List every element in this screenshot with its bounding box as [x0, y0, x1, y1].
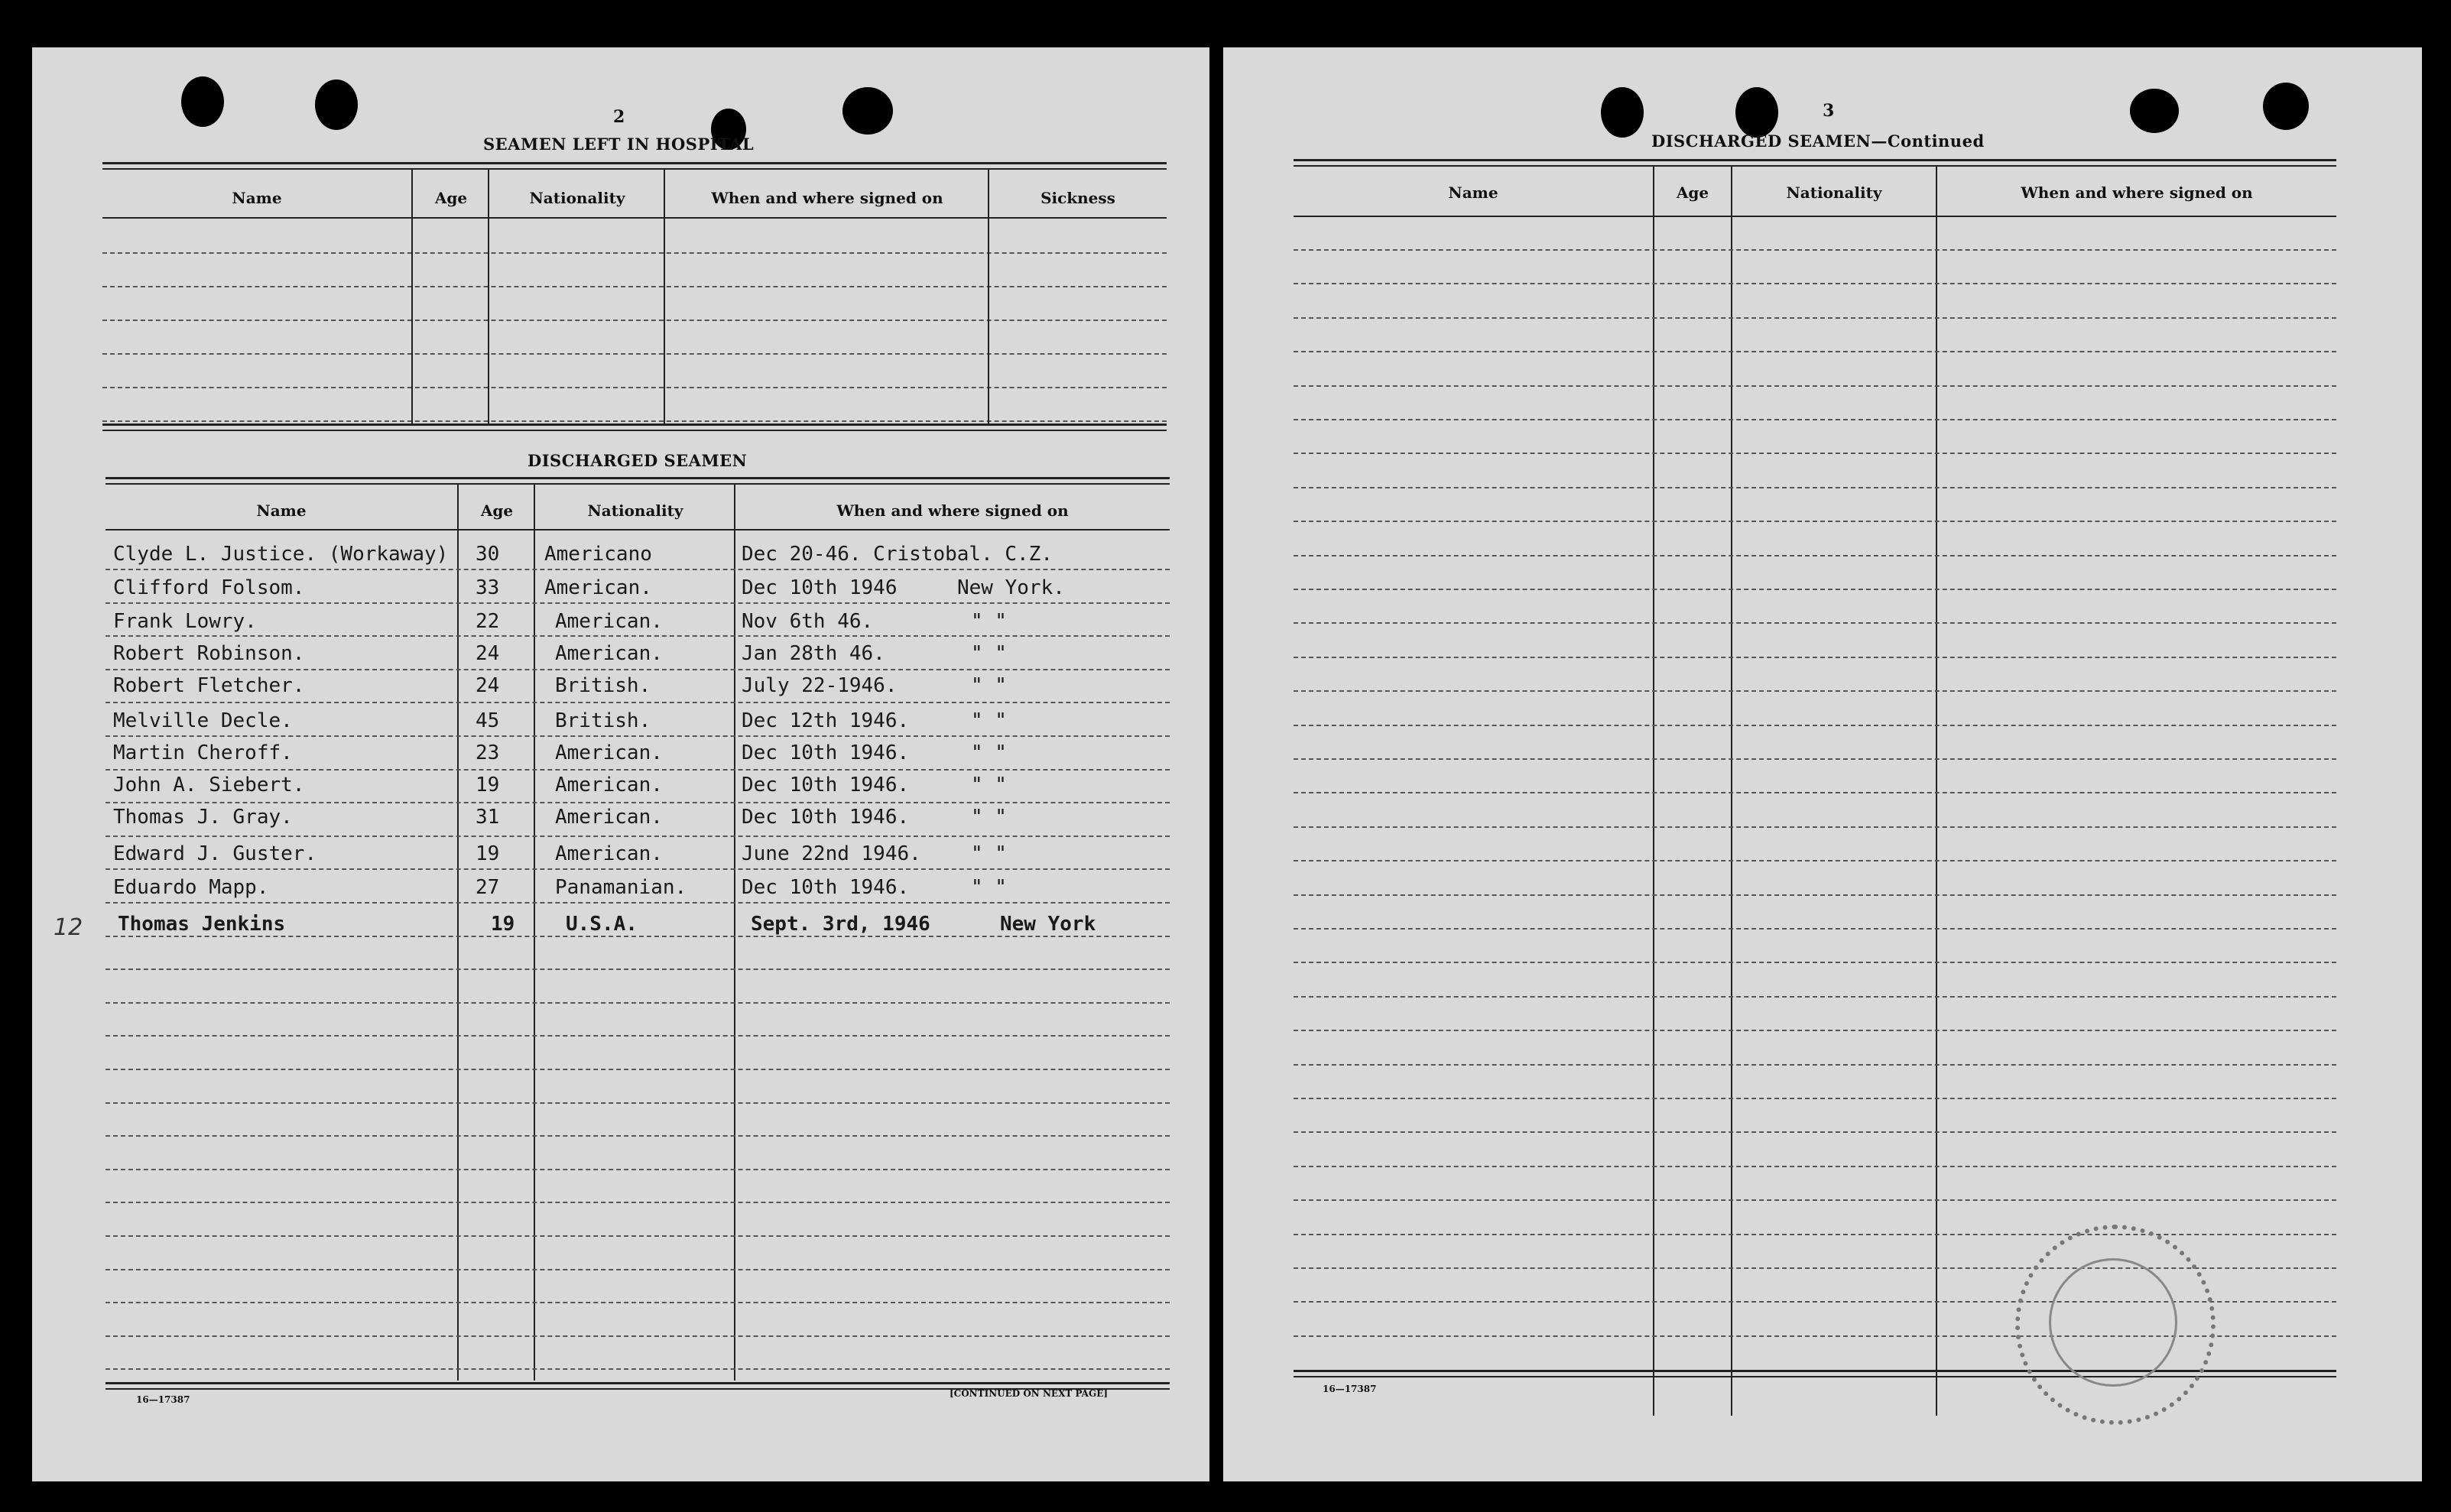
- seaman-age: 22: [476, 610, 500, 633]
- seaman-place: " ": [971, 709, 1007, 732]
- seaman-nationality: American.: [555, 842, 663, 865]
- form-number: 16—17387: [136, 1394, 190, 1405]
- ruled-line: [1294, 1064, 2336, 1066]
- seaman-place: " ": [971, 774, 1007, 797]
- hospital-col-name: Name: [232, 189, 282, 207]
- ruled-line: [1294, 657, 2336, 658]
- seaman-signed-on: Dec 12th 1946.: [742, 709, 910, 732]
- continued-note: [CONTINUED ON NEXT PAGE]: [950, 1388, 1109, 1399]
- ruled-line: [106, 1269, 1170, 1270]
- form-number: 16—17387: [1323, 1384, 1377, 1394]
- discharged-section-title: DISCHARGED SEAMEN: [528, 451, 748, 470]
- ruled-line: [1294, 1234, 2336, 1235]
- seaman-nationality: American.: [544, 576, 652, 599]
- ruled-line: [1294, 1131, 2336, 1133]
- seaman-name: John A. Siebert.: [113, 774, 305, 797]
- seaman-nationality: American.: [555, 741, 663, 764]
- seaman-age: 19: [476, 842, 500, 865]
- ruled-line: [106, 1035, 1170, 1037]
- ruled-line: [1294, 1098, 2336, 1099]
- ruled-line: [106, 1135, 1170, 1137]
- ruled-line: [1294, 351, 2336, 352]
- seaman-place: New York: [1000, 913, 1096, 936]
- col-signed-on: When and where signed on: [2021, 183, 2253, 202]
- ruled-line: [106, 1002, 1170, 1004]
- ruled-line: [106, 735, 1170, 737]
- ruled-line: [106, 669, 1170, 670]
- seaman-signed-on: Dec 10th 1946.: [742, 774, 910, 797]
- seaman-place: New York.: [957, 576, 1065, 599]
- ruled-line: [1294, 758, 2336, 760]
- ruled-line: [1294, 453, 2336, 454]
- ruled-line: [106, 902, 1170, 904]
- seaman-age: 33: [476, 576, 500, 599]
- col-nationality: Nationality: [1786, 183, 1882, 202]
- ruled-line: [106, 1069, 1170, 1070]
- ruled-line: [106, 868, 1170, 870]
- ruled-line: [106, 969, 1170, 970]
- seaman-nationality: Americano: [544, 543, 652, 566]
- page-title: DISCHARGED SEAMEN—Continued: [1651, 131, 1985, 151]
- seaman-name: Robert Robinson.: [113, 642, 305, 665]
- ruled-line: [1294, 555, 2336, 556]
- ruled-line: [106, 702, 1170, 703]
- seaman-signed-on: Dec 10th 1946.: [742, 741, 910, 764]
- hospital-col-nationality: Nationality: [529, 189, 625, 207]
- ruled-line: [106, 569, 1170, 570]
- hospital-section-title: SEAMEN LEFT IN HOSPITAL: [483, 135, 755, 154]
- ruled-line: [1294, 894, 2336, 896]
- seaman-name: Martin Cheroff.: [113, 741, 293, 764]
- ruled-line: [1294, 589, 2336, 590]
- ruled-line: [106, 769, 1170, 771]
- seaman-signed-on: Dec 10th 1946: [742, 576, 898, 599]
- seaman-nationality: Panamanian.: [555, 876, 687, 899]
- seaman-signed-on: Nov 6th 46.: [742, 610, 874, 633]
- ruled-line: [1294, 622, 2336, 624]
- ruled-line: [1294, 792, 2336, 793]
- page-number: 2: [613, 107, 625, 127]
- hospital-col-sickness: Sickness: [1040, 189, 1115, 207]
- punch-hole: [1735, 87, 1778, 138]
- seaman-age: 30: [476, 543, 500, 566]
- ruled-line: [106, 1169, 1170, 1170]
- right-page: [1223, 47, 2422, 1481]
- ruled-line: [1294, 725, 2336, 726]
- ruled-line: [106, 1335, 1170, 1337]
- seaman-signed-on: Dec 10th 1946.: [742, 806, 910, 829]
- seaman-signed-on: Dec 20-46. Cristobal. C.Z.: [742, 543, 1053, 566]
- seaman-age: 31: [476, 806, 500, 829]
- ruled-line: [1294, 487, 2336, 488]
- seaman-age: 27: [476, 876, 500, 899]
- seaman-place: " ": [971, 876, 1007, 899]
- punch-hole: [1601, 87, 1644, 138]
- seaman-age: 19: [476, 774, 500, 797]
- seaman-name: Eduardo Mapp.: [113, 876, 269, 899]
- ruled-line: [106, 1302, 1170, 1303]
- ruled-line: [1294, 996, 2336, 998]
- punch-hole: [315, 79, 358, 130]
- col-name: Name: [1448, 183, 1498, 202]
- seaman-signed-on: Dec 10th 1946.: [742, 876, 910, 899]
- hospital-col-signed-on: When and where signed on: [711, 189, 943, 207]
- punch-hole: [2130, 89, 2179, 133]
- punch-hole: [2263, 83, 2309, 130]
- punch-hole: [181, 76, 224, 127]
- seaman-age: 23: [476, 741, 500, 764]
- ruled-line: [106, 835, 1170, 837]
- seaman-signed-on: Sept. 3rd, 1946: [751, 913, 930, 936]
- seaman-nationality: British.: [555, 674, 651, 697]
- seaman-place: " ": [971, 642, 1007, 665]
- hospital-col-age: Age: [434, 189, 468, 207]
- ruled-line: [1294, 690, 2336, 692]
- ruled-line: [1294, 928, 2336, 930]
- seaman-place: " ": [971, 806, 1007, 829]
- seaman-name: Frank Lowry.: [113, 610, 257, 633]
- ruled-line: [1294, 283, 2336, 284]
- seaman-signed-on: June 22nd 1946.: [742, 842, 921, 865]
- seaman-name: Clyde L. Justice. (Workaway): [113, 543, 449, 566]
- seaman-place: " ": [971, 674, 1007, 697]
- punch-hole: [842, 87, 893, 135]
- ruled-line: [1294, 521, 2336, 522]
- ruled-line: [106, 1102, 1170, 1104]
- seaman-signed-on: July 22-1946.: [742, 674, 898, 697]
- ruled-line: [106, 1235, 1170, 1237]
- discharged-col-signed-on: When and where signed on: [836, 501, 1069, 520]
- ruled-line: [1294, 1199, 2336, 1201]
- seaman-name: Melville Decle.: [113, 709, 293, 732]
- ruled-line: [1294, 419, 2336, 420]
- seaman-name: Thomas Jenkins: [118, 913, 286, 936]
- seaman-nationality: American.: [555, 642, 663, 665]
- seaman-nationality: U.S.A.: [566, 913, 638, 936]
- ruled-line: [1294, 962, 2336, 963]
- seaman-age: 19: [491, 913, 515, 936]
- left-page: [32, 47, 1209, 1481]
- discharged-col-age: Age: [480, 501, 514, 520]
- ruled-line: [106, 1368, 1170, 1370]
- seaman-nationality: British.: [555, 709, 651, 732]
- seaman-nationality: American.: [555, 610, 663, 633]
- seaman-name: Edward J. Guster.: [113, 842, 317, 865]
- ruled-line: [106, 1202, 1170, 1203]
- ruled-line: [1294, 1166, 2336, 1167]
- ruled-line: [106, 635, 1170, 637]
- seaman-age: 24: [476, 642, 500, 665]
- margin-note: 12: [54, 914, 83, 941]
- ruled-line: [106, 602, 1170, 604]
- seaman-name: Thomas J. Gray.: [113, 806, 293, 829]
- seaman-name: Robert Fletcher.: [113, 674, 305, 697]
- seaman-place: " ": [971, 842, 1007, 865]
- seaman-nationality: American.: [555, 774, 663, 797]
- receipt-stamp-inner: [2049, 1258, 2177, 1387]
- discharged-col-name: Name: [256, 501, 307, 520]
- ruled-line: [1294, 249, 2336, 251]
- seaman-nationality: American.: [555, 806, 663, 829]
- col-age: Age: [1676, 183, 1709, 202]
- seaman-age: 24: [476, 674, 500, 697]
- ruled-line: [1294, 1030, 2336, 1031]
- seaman-place: " ": [971, 610, 1007, 633]
- discharged-col-nationality: Nationality: [587, 501, 683, 520]
- ruled-line: [1294, 826, 2336, 828]
- seaman-name: Clifford Folsom.: [113, 576, 305, 599]
- seaman-signed-on: Jan 28th 46.: [742, 642, 885, 665]
- ruled-line: [1294, 860, 2336, 861]
- ruled-line: [1294, 385, 2336, 387]
- ruled-line: [1294, 317, 2336, 319]
- seaman-age: 45: [476, 709, 500, 732]
- ruled-line: [106, 802, 1170, 803]
- seaman-place: " ": [971, 741, 1007, 764]
- page-number: 3: [1823, 101, 1835, 121]
